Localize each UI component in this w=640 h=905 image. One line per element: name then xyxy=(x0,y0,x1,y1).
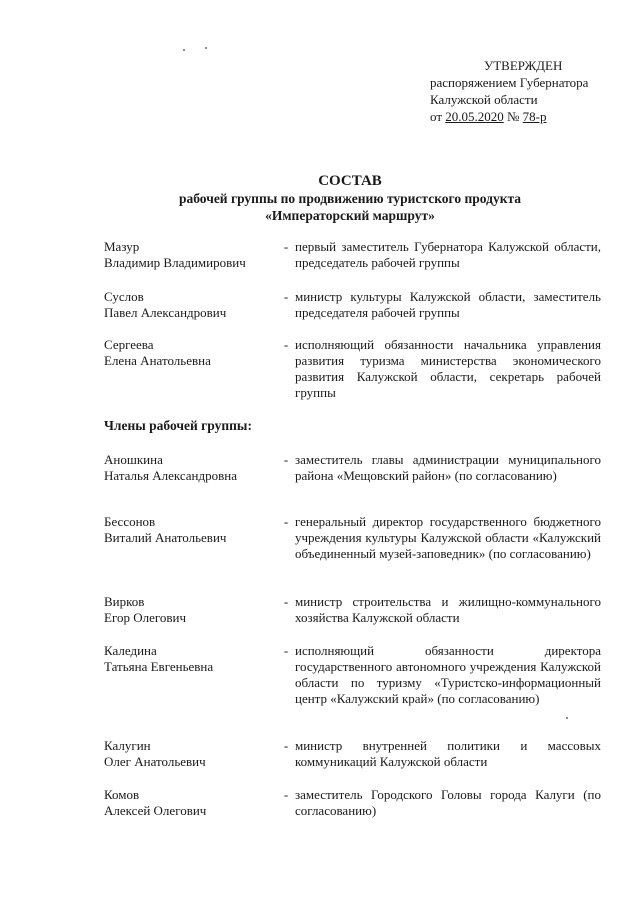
person-name xyxy=(104,452,279,484)
surname: Аношкина xyxy=(104,452,163,467)
given-names: Виталий Анатольевич xyxy=(104,530,227,545)
role-description: заместитель главы администрации муниципального района «Мещовский район» (по согласованию) xyxy=(295,452,601,483)
approval-title: УТВЕРЖДЕН xyxy=(484,58,563,73)
dash-separator: - xyxy=(283,594,289,609)
role-description: первый заместитель Губернатора Калужской области, председатель рабочей группы xyxy=(295,239,601,270)
surname: Комов xyxy=(104,787,140,802)
surname: Мазур xyxy=(104,239,140,254)
surname: Калугин xyxy=(104,738,151,753)
given-names: Павел Александрович xyxy=(104,305,227,320)
scan-speck xyxy=(566,717,568,719)
scan-speck xyxy=(205,47,207,49)
person-name xyxy=(104,594,279,626)
dash-separator: - xyxy=(283,452,289,467)
scan-speck xyxy=(183,49,185,51)
dash-separator: - xyxy=(283,239,289,254)
surname: Суслов xyxy=(104,289,144,304)
role-description: министр строительства и жилищно-коммунального хозяйства Калужской области xyxy=(295,594,601,625)
given-names: Владимир Владимирович xyxy=(104,255,246,270)
surname: Сергеева xyxy=(104,337,154,352)
person-name xyxy=(104,289,279,321)
date-prefix: от xyxy=(430,109,446,124)
members-heading: Члены рабочей группы: xyxy=(104,418,252,433)
person-name xyxy=(104,738,279,770)
role-description: исполняющий обязанности начальника управления развития туризма министерства экономического развития Калужской области, секретарь рабочей группы xyxy=(295,337,601,400)
role-description: генеральный директор государственного бюджетного учреждения культуры Калужской области «Калужский объединенный музей-заповедник» (по согласованию) xyxy=(295,514,601,561)
role-description: исполняющий обязанности директора государственного автономного учреждения Калужской области по туризму «Туристско-информационный центр «Калужский край» (по согласованию) xyxy=(295,643,601,706)
surname: Вирков xyxy=(104,594,145,609)
surname: Каледина xyxy=(104,643,157,658)
document-heading xyxy=(140,173,560,224)
given-names: Алексей Олегович xyxy=(104,803,207,818)
role-description: заместитель Городского Головы города Калуги (по согласованию) xyxy=(295,787,601,818)
dash-separator: - xyxy=(283,643,289,658)
given-names: Елена Анатольевна xyxy=(104,353,211,368)
heading-title: СОСТАВ xyxy=(318,173,382,189)
heading-line-1: рабочей группы по продвижению туристского продукта xyxy=(178,191,522,206)
person-name xyxy=(104,239,279,271)
given-names: Наталья Александровна xyxy=(104,468,237,483)
person-name xyxy=(104,787,279,819)
approval-date-line xyxy=(430,108,588,125)
approval-number: 78-р xyxy=(522,109,547,124)
approval-stamp xyxy=(430,57,588,125)
dash-separator: - xyxy=(283,787,289,802)
person-name xyxy=(104,514,279,546)
dash-separator: - xyxy=(283,514,289,529)
dash-separator: - xyxy=(283,738,289,753)
dash-separator: - xyxy=(283,289,289,304)
given-names: Егор Олегович xyxy=(104,610,186,625)
approval-line-2: Калужской области xyxy=(430,92,538,107)
given-names: Татьяна Евгеньевна xyxy=(104,659,214,674)
person-name xyxy=(104,643,279,675)
number-prefix: № xyxy=(503,109,523,124)
role-description: министр внутренней политики и массовых коммуникаций Калужской области xyxy=(295,738,601,769)
approval-line-1: распоряжением Губернатора xyxy=(430,75,589,90)
approval-date: 20.05.2020 xyxy=(445,109,504,124)
heading-line-2: «Императорский маршрут» xyxy=(265,208,435,223)
role-description: министр культуры Калужской области, заместитель председателя рабочей группы xyxy=(295,289,601,320)
surname: Бессонов xyxy=(104,514,156,529)
given-names: Олег Анатольевич xyxy=(104,754,206,769)
dash-separator: - xyxy=(283,337,289,352)
person-name xyxy=(104,337,279,369)
